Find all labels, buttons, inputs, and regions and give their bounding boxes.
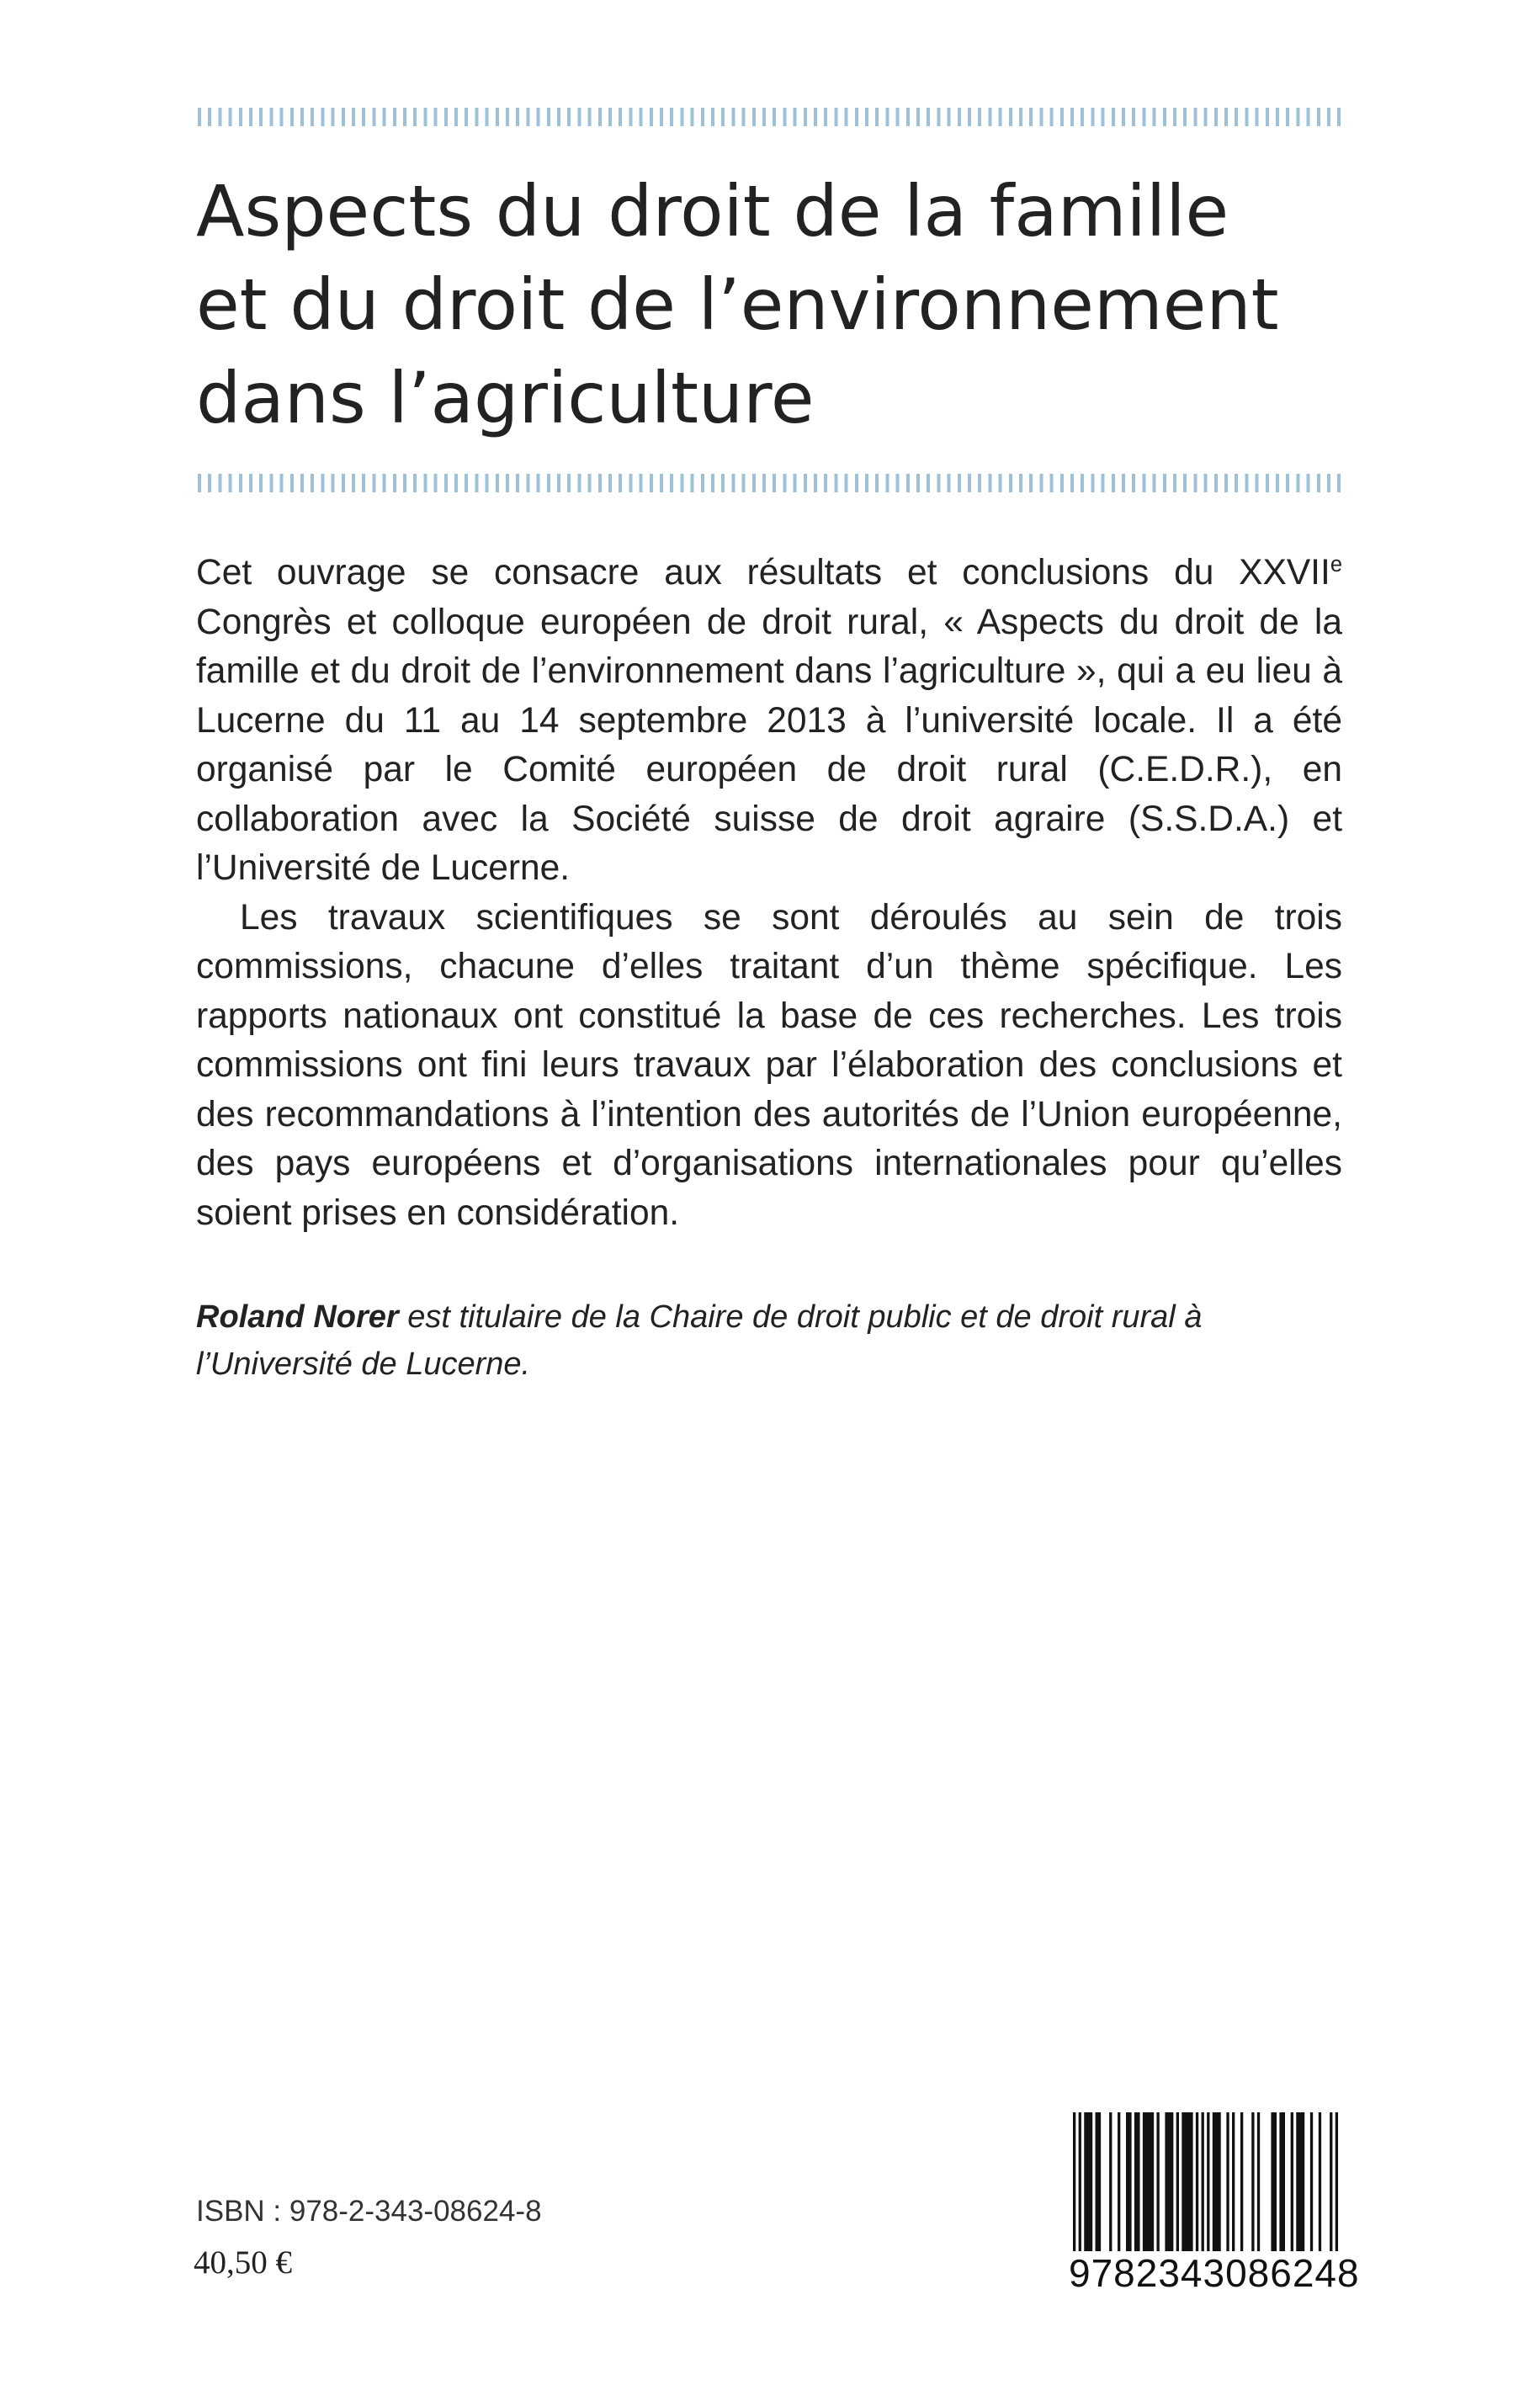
barcode-bar (1109, 2112, 1112, 2251)
barcode-bar (1096, 2112, 1102, 2251)
barcode-bar (1279, 2112, 1285, 2251)
barcode-bar (1084, 2112, 1092, 2251)
barcode-bar (1251, 2112, 1254, 2251)
barcode (1069, 2112, 1360, 2297)
barcode-bar (1196, 2112, 1198, 2251)
author-bio (196, 1293, 1342, 1388)
barcode-bar (1310, 2112, 1313, 2251)
author-bio-text: est titulaire de la Chaire de droit public et de droit rural à l’Université de Lucerne. (196, 1299, 1203, 1382)
barcode-bar (1291, 2112, 1293, 2251)
barcode-bar (1134, 2112, 1140, 2251)
barcode-bar (1257, 2112, 1260, 2251)
barcode-bar (1165, 2112, 1173, 2251)
barcode-bar (1226, 2112, 1229, 2251)
paragraph-1-end: Congrès et colloque européen de droit rural, « Aspects du droit de la famille et du droit de l’environnement dans l’agriculture », qui a eu lieu à Lucerne du 11 au 14 septembre 2013 à l’université locale. Il a été organisé par le Comité européen de droit rural (C.E.D.R.), en collaboration avec la Société suisse de droit agraire (S.S.D.A.) et l’Université de Lucerne. (196, 602, 1342, 888)
barcode-number: 9782343086248 (1069, 2251, 1360, 2295)
decorative-ruler-top (198, 108, 1342, 126)
book-description (196, 549, 1342, 1238)
author-name: Roland Norer (196, 1299, 399, 1335)
barcode-bar (1213, 2112, 1221, 2251)
barcode-bar (1330, 2112, 1332, 2251)
decorative-ruler-bottom (198, 474, 1342, 492)
barcode-bars (1069, 2112, 1342, 2254)
barcode-bar (1126, 2112, 1132, 2251)
description-paragraph-1 (196, 549, 1342, 894)
barcode-bar (1143, 2112, 1154, 2251)
barcode-bar (1156, 2112, 1159, 2251)
barcode-bar (1319, 2112, 1321, 2251)
barcode-bar (1118, 2112, 1120, 2251)
price-label: 40,50 € (194, 2244, 292, 2281)
barcode-bar (1176, 2112, 1179, 2251)
barcode-bar (1240, 2112, 1243, 2251)
title-line-1: Aspects du droit de la famille (196, 170, 1229, 252)
barcode-bar (1073, 2112, 1075, 2251)
barcode-bar (1182, 2112, 1192, 2251)
ordinal-superscript: e (1330, 552, 1342, 576)
title-line-2: et du droit de l’environnement (196, 263, 1279, 346)
barcode-bar (1207, 2112, 1209, 2251)
paragraph-1-start: Cet ouvrage se consacre aux résultats et conclusions du XXVII (196, 553, 1330, 592)
barcode-bar (1202, 2112, 1204, 2251)
barcode-bar (1271, 2112, 1277, 2251)
book-title (196, 165, 1357, 445)
description-paragraph-2: Les travaux scientifiques se sont déroulés au sein de trois commissions, chacune d’elles traitant d’un thème spécifique. Les rapports nationaux ont constitué la base de ces recherches. Les trois commissions ont fini leurs travaux par l’élaboration des conclusions et des recommandations à l’intention des autorités de l’Union européenne, des pays européens et d’organisations internationales pour qu’elles soient prises en considération. (196, 897, 1342, 1233)
isbn-label: ISBN : 978-2-343-08624-8 (196, 2195, 542, 2228)
barcode-bar (1079, 2112, 1081, 2251)
barcode-bar (1336, 2112, 1338, 2251)
barcode-bar (1232, 2112, 1235, 2251)
title-line-3: dans l’agriculture (196, 357, 815, 439)
barcode-bar (1296, 2112, 1304, 2251)
